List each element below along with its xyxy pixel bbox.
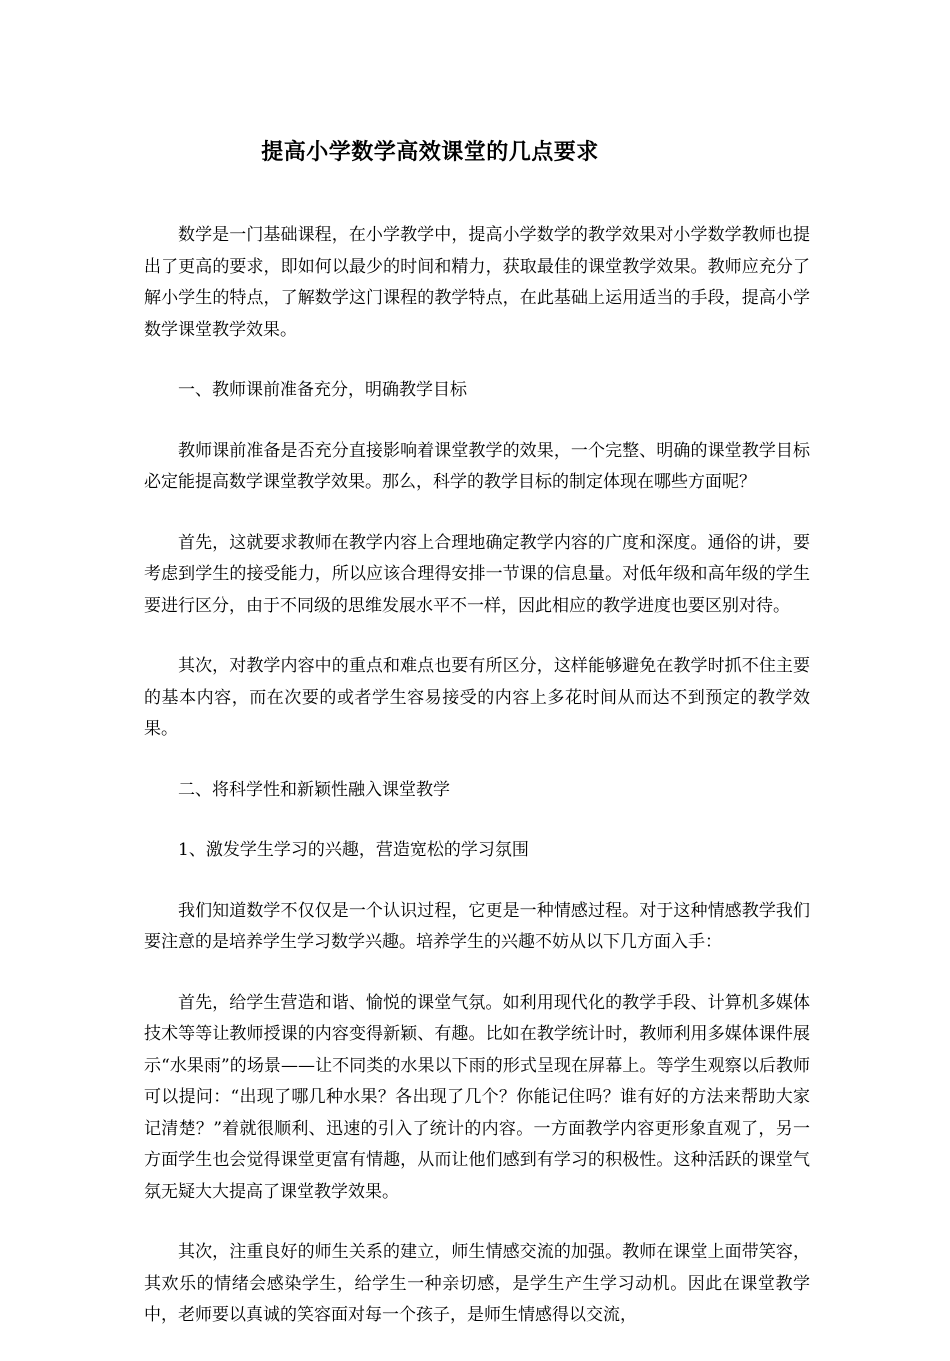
paragraph-intro: 数学是一门基础课程，在小学教学中，提高小学数学的教学效果对小学数学教师也提出了更高的要求，即如何以最少的时间和精力，获取最佳的课堂教学效果。教师应充分了解小学生的特点，了解数学这门课程的教学特点，在此基础上运用适当的手段，提高小学数学课堂教学效果。 (144, 225, 810, 340)
paragraph: 首先，这就要求教师在教学内容上合理地确定教学内容的广度和深度。通俗的讲，要考虑到学生的接受能力，所以应该合理得安排一节课的信息量。对低年级和高年级的学生要进行区分，由于不同级的思维发展水平不一样，因此相应的教学进度也要区别对待。 (144, 532, 810, 616)
subsection-heading-1: 1、激发学生学习的兴趣，营造宽松的学习氛围 (178, 840, 529, 860)
section-heading-1: 一、教师课前准备充分，明确教学目标 (178, 380, 467, 400)
paragraph: 其次，对教学内容中的重点和难点也要有所区分，这样能够避免在教学时抓不住主要的基本内容，而在次要的或者学生容易接受的内容上多花时间从而达不到预定的教学效果。 (144, 656, 810, 739)
paragraph: 教师课前准备是否充分直接影响着课堂教学的效果，一个完整、明确的课堂教学目标必定能提高数学课堂教学效果。那么，科学的教学目标的制定体现在哪些方面呢？ (144, 440, 810, 492)
paragraph: 我们知道数学不仅仅是一个认识过程，它更是一种情感过程。对于这种情感教学我们要注意的是培养学生学习数学兴趣。培养学生的兴趣不妨从以下几方面入手： (144, 900, 810, 952)
paragraph: 其次，注重良好的师生关系的建立，师生情感交流的加强。教师在课堂上面带笑容，其欢乐的情绪会感染学生，给学生一种亲切感，是学生产生学习动机。因此在课堂教学中，老师要以真诚的笑容面对每一个孩子，是师生情感得以交流， (144, 1242, 810, 1325)
document-title: 提高小学数学高效课堂的几点要求 (261, 139, 599, 165)
paragraph: 首先，给学生营造和谐、愉悦的课堂气氛。如利用现代化的教学手段、计算机多媒体技术等等让教师授课的内容变得新颖、有趣。比如在教学统计时，教师利用多媒体课件展示“水果雨”的场景——让不同类的水果以下雨的形式呈现在屏幕上。等学生观察以后教师可以提问：“出现了哪几种水果？各出现了几个？你能记住吗？谁有好的方法来帮助大家记清楚？”着就很顺利、迅速的引入了统计的内容。一方面教学内容更形象直观了，另一方面学生也会觉得课堂更富有情趣，从而让他们感到有学习的积极性。这种活跃的课堂气氛无疑大大提高了课堂教学效果。 (144, 992, 810, 1202)
document-body (144, 220, 810, 1361)
section-heading-2: 二、将科学性和新颖性融入课堂教学 (178, 779, 450, 800)
